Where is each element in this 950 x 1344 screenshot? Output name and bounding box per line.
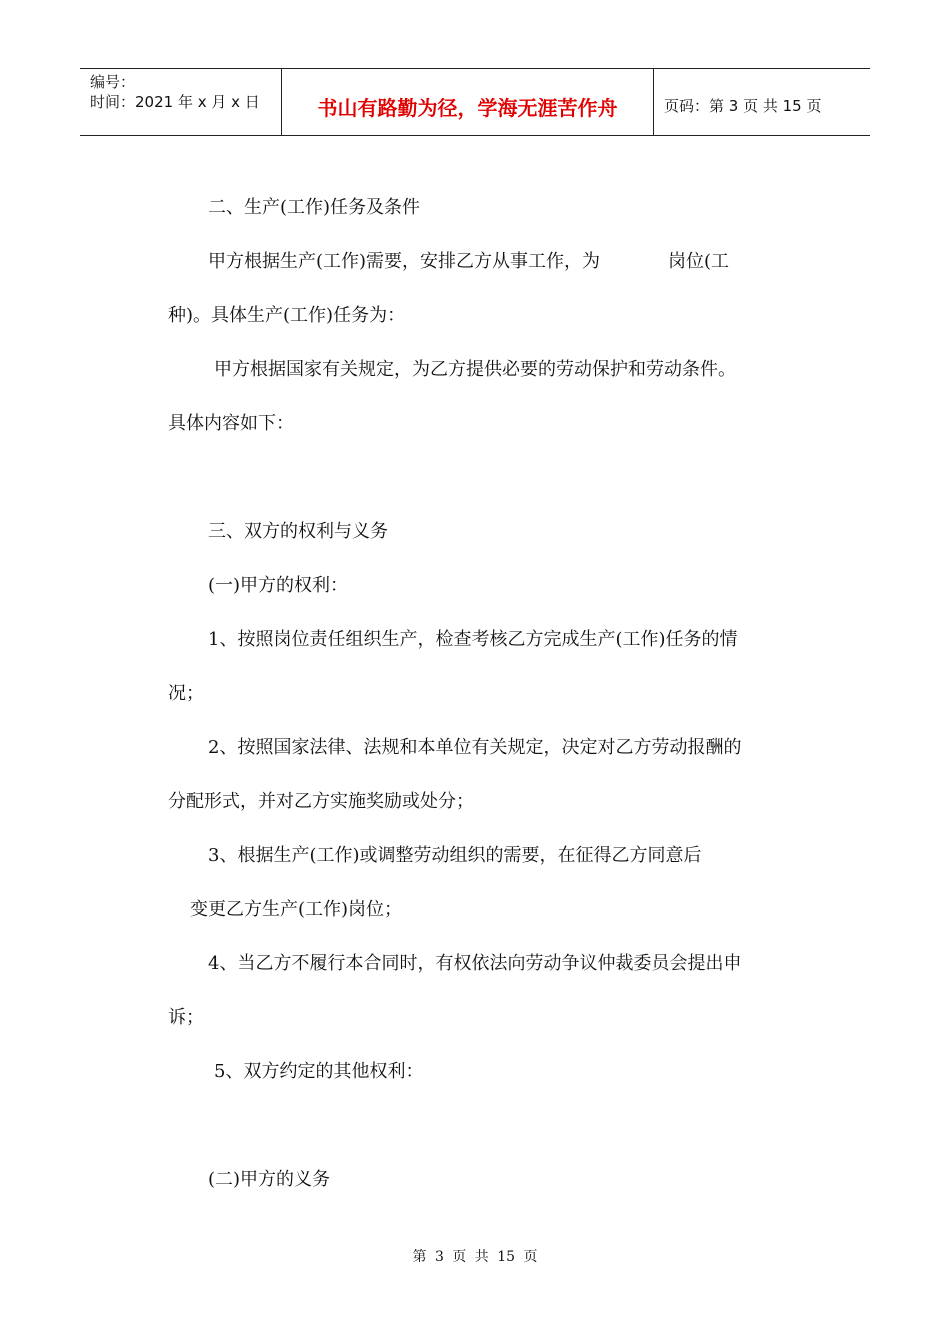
section-heading: 二、生产(工作)任务及条件 xyxy=(208,197,421,218)
paragraph-line: 甲方根据国家有关规定，为乙方提供必要的劳动保护和劳动条件。 xyxy=(214,359,736,380)
header-motto-cell xyxy=(282,69,654,135)
paragraph-line: 具体内容如下： xyxy=(168,413,294,434)
list-item-continuation: 况； xyxy=(168,683,204,704)
list-item-continuation: 分配形式，并对乙方实施奖励或处分； xyxy=(168,791,474,812)
header-motto: 书山有路勤为径，学海无涯苦作舟 xyxy=(317,96,618,120)
header-page-info: 页码：第 3 页 共 15 页 xyxy=(664,97,822,115)
page-footer: 第 3 页 共 15 页 xyxy=(412,1249,538,1265)
document-number-label: 编号： xyxy=(90,73,136,91)
list-item: 4、当乙方不履行本合同时，有权依法向劳动争议仲裁委员会提出申 xyxy=(208,953,742,974)
header-page-cell xyxy=(654,69,870,135)
header-meta-cell xyxy=(80,69,282,135)
document-header xyxy=(80,68,870,136)
list-item: 1、按照岗位责任组织生产，检查考核乙方完成生产(工作)任务的情 xyxy=(208,629,738,650)
list-item: 2、按照国家法律、法规和本单位有关规定，决定对乙方劳动报酬的 xyxy=(208,737,742,758)
subsection-heading: (二)甲方的义务 xyxy=(208,1169,331,1190)
document-date: 时间：2021 年 x 月 x 日 xyxy=(90,93,260,111)
section-heading: 三、双方的权利与义务 xyxy=(208,521,388,542)
subsection-heading: (一)甲方的权利： xyxy=(208,575,349,596)
list-item: 5、双方约定的其他权利： xyxy=(214,1061,424,1082)
paragraph-line: 岗位(工 xyxy=(668,251,730,272)
paragraph-line: 甲方根据生产(工作)需要，安排乙方从事工作，为 xyxy=(208,251,601,272)
list-item: 3、根据生产(工作)或调整劳动组织的需要，在征得乙方同意后 xyxy=(208,845,702,866)
list-item-continuation: 诉； xyxy=(168,1007,204,1028)
paragraph-line: 种)。具体生产(工作)任务为： xyxy=(168,305,406,326)
list-item-continuation: 变更乙方生产(工作)岗位； xyxy=(190,899,403,920)
